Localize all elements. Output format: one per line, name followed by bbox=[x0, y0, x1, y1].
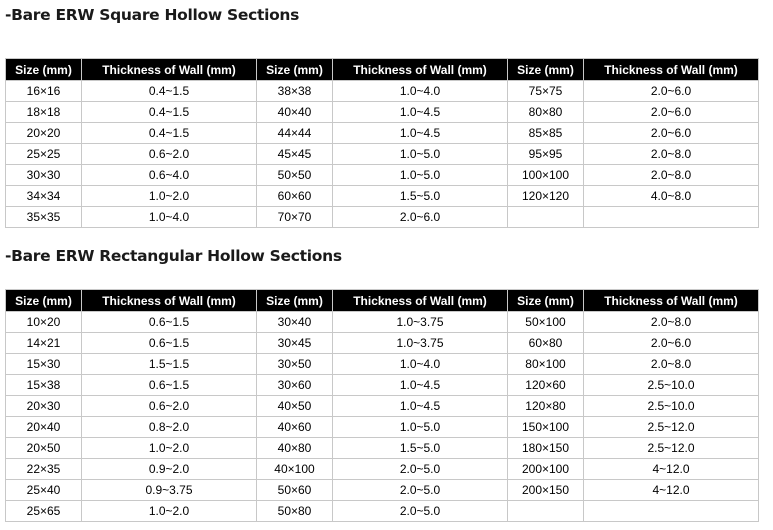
wall-thickness-cell: 4~12.0 bbox=[584, 459, 759, 480]
wall-thickness-cell: 0.8~2.0 bbox=[82, 417, 257, 438]
size-cell: 200×150 bbox=[508, 480, 584, 501]
size-cell: 10×20 bbox=[6, 312, 82, 333]
size-cell: 85×85 bbox=[508, 123, 584, 144]
table-row bbox=[6, 186, 759, 207]
size-cell: 20×50 bbox=[6, 438, 82, 459]
wall-thickness-cell: 1.0~4.0 bbox=[333, 81, 508, 102]
size-cell: 100×100 bbox=[508, 165, 584, 186]
size-cell: 50×50 bbox=[257, 165, 333, 186]
wall-thickness-cell: 1.0~2.0 bbox=[82, 186, 257, 207]
wall-thickness-cell: 0.6~2.0 bbox=[82, 144, 257, 165]
size-cell: 14×21 bbox=[6, 333, 82, 354]
rectangular-sections-table bbox=[5, 289, 759, 522]
wall-thickness-cell: 0.6~1.5 bbox=[82, 312, 257, 333]
size-cell bbox=[508, 207, 584, 228]
size-cell: 80×100 bbox=[508, 354, 584, 375]
size-cell: 44×44 bbox=[257, 123, 333, 144]
table-header-row bbox=[6, 290, 759, 312]
size-cell: 150×100 bbox=[508, 417, 584, 438]
wall-thickness-cell: 2.5~10.0 bbox=[584, 375, 759, 396]
wall-thickness-cell: 1.0~4.5 bbox=[333, 102, 508, 123]
size-cell: 50×100 bbox=[508, 312, 584, 333]
wall-thickness-column-header: Thickness of Wall (mm) bbox=[333, 290, 508, 312]
wall-thickness-cell: 2.0~8.0 bbox=[584, 144, 759, 165]
table-row bbox=[6, 417, 759, 438]
rectangular-sections-title: -Bare ERW Rectangular Hollow Sections bbox=[5, 247, 342, 265]
size-column-header: Size (mm) bbox=[6, 59, 82, 81]
size-cell: 40×80 bbox=[257, 438, 333, 459]
wall-thickness-cell: 1.5~5.0 bbox=[333, 186, 508, 207]
size-cell: 30×40 bbox=[257, 312, 333, 333]
size-cell: 95×95 bbox=[508, 144, 584, 165]
size-cell: 22×35 bbox=[6, 459, 82, 480]
size-cell: 25×25 bbox=[6, 144, 82, 165]
wall-thickness-cell: 0.9~2.0 bbox=[82, 459, 257, 480]
wall-thickness-cell: 2.0~6.0 bbox=[584, 102, 759, 123]
size-column-header: Size (mm) bbox=[257, 290, 333, 312]
wall-thickness-cell: 2.0~5.0 bbox=[333, 480, 508, 501]
table-row bbox=[6, 459, 759, 480]
wall-thickness-cell: 0.6~1.5 bbox=[82, 375, 257, 396]
size-column-header: Size (mm) bbox=[257, 59, 333, 81]
table-row bbox=[6, 165, 759, 186]
size-cell: 70×70 bbox=[257, 207, 333, 228]
size-cell: 15×38 bbox=[6, 375, 82, 396]
size-cell: 38×38 bbox=[257, 81, 333, 102]
size-cell: 30×45 bbox=[257, 333, 333, 354]
table-row bbox=[6, 438, 759, 459]
size-cell: 18×18 bbox=[6, 102, 82, 123]
table-row bbox=[6, 144, 759, 165]
wall-thickness-column-header: Thickness of Wall (mm) bbox=[584, 290, 759, 312]
size-cell: 75×75 bbox=[508, 81, 584, 102]
size-cell: 35×35 bbox=[6, 207, 82, 228]
size-cell: 30×60 bbox=[257, 375, 333, 396]
wall-thickness-cell: 2.0~8.0 bbox=[584, 354, 759, 375]
size-column-header: Size (mm) bbox=[508, 59, 584, 81]
size-cell: 34×34 bbox=[6, 186, 82, 207]
size-cell: 30×30 bbox=[6, 165, 82, 186]
size-cell: 40×100 bbox=[257, 459, 333, 480]
wall-thickness-cell: 2.0~8.0 bbox=[584, 312, 759, 333]
table-row bbox=[6, 123, 759, 144]
size-cell: 120×80 bbox=[508, 396, 584, 417]
wall-thickness-cell: 4~12.0 bbox=[584, 480, 759, 501]
wall-thickness-cell: 1.5~5.0 bbox=[333, 438, 508, 459]
wall-thickness-cell: 2.0~6.0 bbox=[584, 333, 759, 354]
wall-thickness-cell: 0.4~1.5 bbox=[82, 81, 257, 102]
wall-thickness-cell: 0.6~1.5 bbox=[82, 333, 257, 354]
table-row bbox=[6, 312, 759, 333]
size-cell bbox=[508, 501, 584, 522]
wall-thickness-cell: 2.0~5.0 bbox=[333, 459, 508, 480]
size-cell: 30×50 bbox=[257, 354, 333, 375]
table-row bbox=[6, 81, 759, 102]
size-cell: 25×65 bbox=[6, 501, 82, 522]
wall-thickness-cell: 2.0~6.0 bbox=[584, 81, 759, 102]
table-row bbox=[6, 333, 759, 354]
size-cell: 40×50 bbox=[257, 396, 333, 417]
wall-thickness-cell: 4.0~8.0 bbox=[584, 186, 759, 207]
size-cell: 60×80 bbox=[508, 333, 584, 354]
wall-thickness-cell: 1.0~5.0 bbox=[333, 144, 508, 165]
table-row bbox=[6, 480, 759, 501]
size-cell: 200×100 bbox=[508, 459, 584, 480]
wall-thickness-column-header: Thickness of Wall (mm) bbox=[584, 59, 759, 81]
wall-thickness-cell: 1.0~3.75 bbox=[333, 312, 508, 333]
wall-thickness-cell: 0.4~1.5 bbox=[82, 102, 257, 123]
table-row bbox=[6, 396, 759, 417]
square-sections-table bbox=[5, 58, 759, 228]
wall-thickness-cell: 0.6~4.0 bbox=[82, 165, 257, 186]
wall-thickness-cell: 2.5~10.0 bbox=[584, 396, 759, 417]
wall-thickness-cell: 1.0~5.0 bbox=[333, 165, 508, 186]
size-cell: 25×40 bbox=[6, 480, 82, 501]
table-row bbox=[6, 501, 759, 522]
wall-thickness-cell: 1.0~3.75 bbox=[333, 333, 508, 354]
wall-thickness-cell bbox=[584, 501, 759, 522]
size-cell: 60×60 bbox=[257, 186, 333, 207]
wall-thickness-cell: 0.6~2.0 bbox=[82, 396, 257, 417]
size-cell: 120×60 bbox=[508, 375, 584, 396]
table-row bbox=[6, 207, 759, 228]
wall-thickness-cell: 1.0~4.5 bbox=[333, 375, 508, 396]
table-row bbox=[6, 354, 759, 375]
wall-thickness-cell: 1.0~4.5 bbox=[333, 396, 508, 417]
size-cell: 50×60 bbox=[257, 480, 333, 501]
size-cell: 20×40 bbox=[6, 417, 82, 438]
size-cell: 40×40 bbox=[257, 102, 333, 123]
wall-thickness-cell: 1.5~1.5 bbox=[82, 354, 257, 375]
square-sections-title: -Bare ERW Square Hollow Sections bbox=[5, 6, 300, 24]
wall-thickness-cell: 2.5~12.0 bbox=[584, 438, 759, 459]
wall-thickness-cell: 2.0~6.0 bbox=[584, 123, 759, 144]
table-row bbox=[6, 375, 759, 396]
wall-thickness-column-header: Thickness of Wall (mm) bbox=[82, 290, 257, 312]
table-row bbox=[6, 102, 759, 123]
wall-thickness-cell: 2.5~12.0 bbox=[584, 417, 759, 438]
wall-thickness-cell: 1.0~4.0 bbox=[82, 207, 257, 228]
size-cell: 180×150 bbox=[508, 438, 584, 459]
size-cell: 50×80 bbox=[257, 501, 333, 522]
wall-thickness-cell: 2.0~8.0 bbox=[584, 165, 759, 186]
size-cell: 80×80 bbox=[508, 102, 584, 123]
table-header-row bbox=[6, 59, 759, 81]
wall-thickness-cell: 1.0~4.0 bbox=[333, 354, 508, 375]
size-column-header: Size (mm) bbox=[508, 290, 584, 312]
wall-thickness-cell: 1.0~4.5 bbox=[333, 123, 508, 144]
wall-thickness-cell: 2.0~6.0 bbox=[333, 207, 508, 228]
wall-thickness-cell: 2.0~5.0 bbox=[333, 501, 508, 522]
wall-thickness-cell: 0.4~1.5 bbox=[82, 123, 257, 144]
wall-thickness-cell: 1.0~5.0 bbox=[333, 417, 508, 438]
size-cell: 15×30 bbox=[6, 354, 82, 375]
size-cell: 20×20 bbox=[6, 123, 82, 144]
wall-thickness-cell: 0.9~3.75 bbox=[82, 480, 257, 501]
size-cell: 16×16 bbox=[6, 81, 82, 102]
size-cell: 40×60 bbox=[257, 417, 333, 438]
size-cell: 45×45 bbox=[257, 144, 333, 165]
wall-thickness-cell: 1.0~2.0 bbox=[82, 501, 257, 522]
size-cell: 120×120 bbox=[508, 186, 584, 207]
wall-thickness-column-header: Thickness of Wall (mm) bbox=[333, 59, 508, 81]
size-column-header: Size (mm) bbox=[6, 290, 82, 312]
wall-thickness-cell: 1.0~2.0 bbox=[82, 438, 257, 459]
wall-thickness-column-header: Thickness of Wall (mm) bbox=[82, 59, 257, 81]
size-cell: 20×30 bbox=[6, 396, 82, 417]
wall-thickness-cell bbox=[584, 207, 759, 228]
